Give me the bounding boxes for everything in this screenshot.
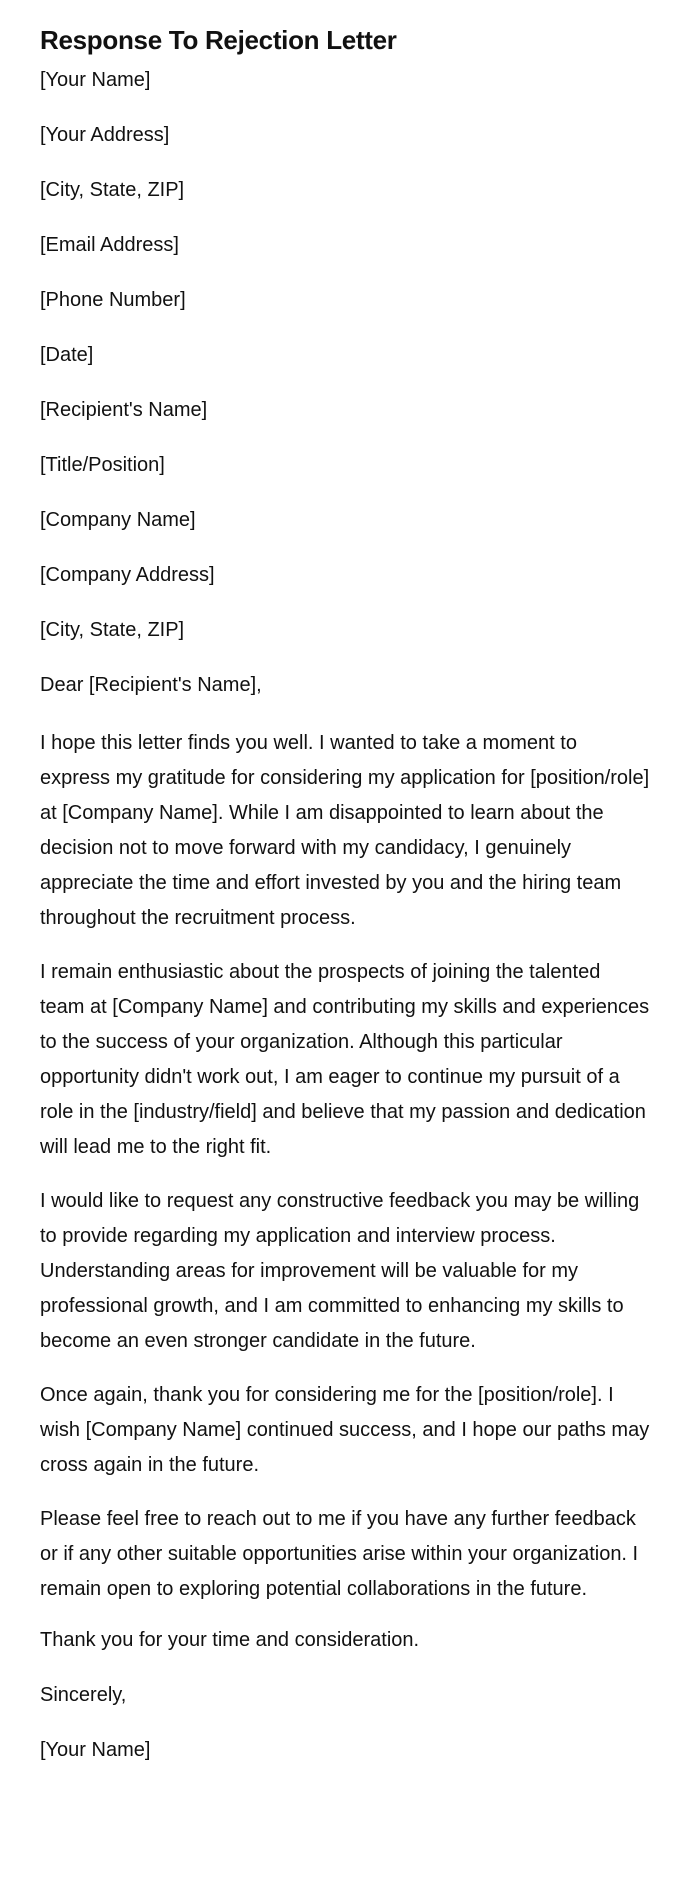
letter-content <box>40 22 650 1791</box>
recipient-address: [Company Address] <box>40 564 215 586</box>
recipient-name: [Recipient's Name] <box>40 399 208 421</box>
body-paragraph: I would like to request any constructive feedback you may be willing to provide regarding my application and interview process. Understanding areas for improvement will be valuable for my professional growth, and I am committed to enhancing my skills to become an even stronger candidate in the future. <box>40 1190 640 1352</box>
recipient-title: [Title/Position] <box>40 454 165 476</box>
closing-line: Sincerely, <box>40 1684 127 1706</box>
signature: [Your Name] <box>40 1739 151 1761</box>
sender-phone: [Phone Number] <box>40 289 186 311</box>
body-paragraph: I remain enthusiastic about the prospects of joining the talented team at [Company Name] and contributing my skills and experiences to the success of your organization. Although this particular opportunity didn't work out, I am eager to continue my pursuit of a role in the [industry/field] and believe that my passion and dedication will lead me to the right fit. <box>40 961 650 1158</box>
sender-name: [Your Name] <box>40 69 151 91</box>
recipient-city-state-zip: [City, State, ZIP] <box>40 619 185 641</box>
salutation: Dear [Recipient's Name], <box>40 674 262 696</box>
body-paragraph: Once again, thank you for considering me for the [position/role]. I wish [Company Name] continued success, and I hope our paths may cross again in the future. <box>40 1384 650 1476</box>
sender-city-state-zip: [City, State, ZIP] <box>40 179 185 201</box>
body-paragraph: I hope this letter finds you well. I wanted to take a moment to express my gratitude for considering my application for [position/role] at [Company Name]. While I am disappointed to learn about the decision not to move forward with my candidacy, I genuinely appreciate the time and effort invested by you and the hiring team throughout the recruitment process. <box>40 732 650 929</box>
page-title: Response To Rejection Letter <box>40 25 397 55</box>
sender-address: [Your Address] <box>40 124 170 146</box>
letter-date: [Date] <box>40 344 94 366</box>
body-paragraph: Please feel free to reach out to me if you have any further feedback or if any other suitable opportunities arise within your organization. I remain open to exploring potential collaborations in the future. <box>40 1508 639 1600</box>
thanks-line: Thank you for your time and consideration. <box>40 1629 420 1651</box>
recipient-company: [Company Name] <box>40 509 196 531</box>
sender-email: [Email Address] <box>40 234 179 256</box>
